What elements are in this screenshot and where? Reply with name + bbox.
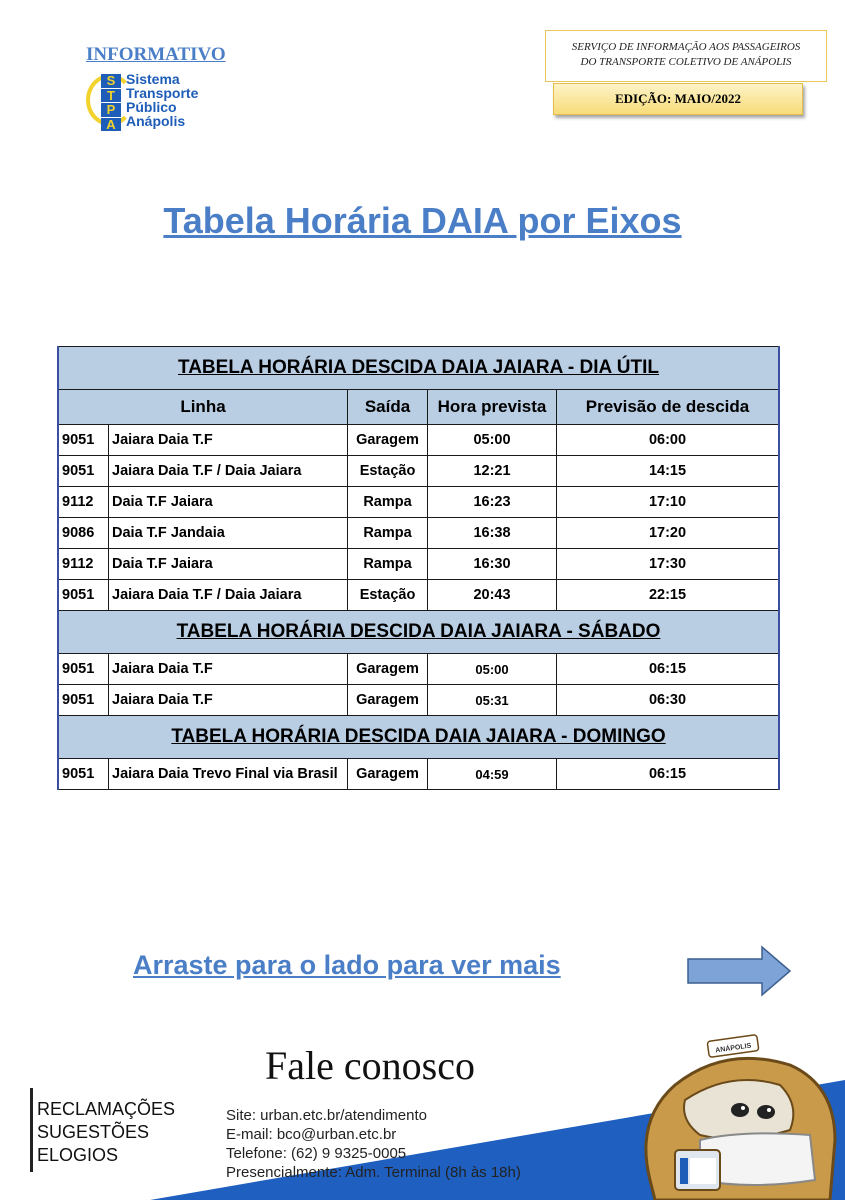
logo-letter: A [101, 118, 121, 133]
cell-departure-point: Garagem [348, 685, 428, 716]
page-title: Tabela Horária DAIA por Eixos [163, 200, 682, 241]
table-row [58, 425, 779, 456]
service-line-1: SERVIÇO DE INFORMAÇÃO AOS PASSAGEIROS [571, 41, 801, 53]
cell-arrival-time: 14:15 [557, 456, 780, 487]
arrow-right-icon[interactable] [686, 945, 792, 997]
footer-divider [30, 1088, 33, 1172]
table-row [58, 549, 779, 580]
cell-scheduled-time: 20:43 [428, 580, 557, 611]
cell-arrival-time: 17:30 [557, 549, 780, 580]
table-row [58, 518, 779, 549]
table-row [58, 580, 779, 611]
logo-letter: T [101, 89, 121, 104]
cell-scheduled-time: 12:21 [428, 456, 557, 487]
cell-line-number: 9112 [58, 487, 109, 518]
cell-departure-point: Estação [348, 456, 428, 487]
section-header-row [58, 611, 779, 654]
feedback-type-item: RECLAMAÇÕES [37, 1099, 176, 1119]
cell-scheduled-time: 04:59 [428, 759, 557, 790]
cell-line-number: 9051 [58, 456, 109, 487]
cell-scheduled-time: 05:00 [428, 654, 557, 685]
cell-route: Jaiara Daia T.F [109, 654, 348, 685]
bus-sign-text: ANÁPOLIS [714, 1042, 752, 1055]
cell-arrival-time: 22:15 [557, 580, 780, 611]
cell-arrival-time: 17:10 [557, 487, 780, 518]
cell-route: Jaiara Daia T.F / Daia Jaiara [109, 456, 348, 487]
cell-route: Daia T.F Jandaia [109, 518, 348, 549]
cell-departure-point: Rampa [348, 549, 428, 580]
cell-departure-point: Rampa [348, 518, 428, 549]
timetable [57, 346, 780, 790]
cell-route: Daia T.F Jaiara [109, 487, 348, 518]
contact-site: Site: urban.etc.br/atendimento [226, 1107, 427, 1124]
column-header-row [58, 390, 779, 425]
cell-arrival-time: 06:15 [557, 759, 780, 790]
cell-route: Jaiara Daia T.F [109, 685, 348, 716]
cell-arrival-time: 06:00 [557, 425, 780, 456]
cell-scheduled-time: 05:00 [428, 425, 557, 456]
section-title-cell [58, 716, 779, 759]
bus-mascot-illustration [630, 1030, 845, 1200]
column-header-hora: Hora prevista [428, 390, 557, 425]
section-title-cell [58, 347, 779, 390]
column-header-previsao: Previsão de descida [557, 390, 780, 425]
cell-scheduled-time: 16:30 [428, 549, 557, 580]
section-header-row [58, 716, 779, 759]
feedback-type-item: ELOGIOS [37, 1145, 119, 1165]
cell-line-number: 9051 [58, 580, 109, 611]
informativo-label: INFORMATIVO [86, 44, 226, 65]
cell-route: Jaiara Daia T.F [109, 425, 348, 456]
cell-line-number: 9051 [58, 685, 109, 716]
edition-badge: EDIÇÃO: MAIO/2022 [553, 83, 803, 115]
cell-arrival-time: 06:30 [557, 685, 780, 716]
feedback-types [37, 1098, 175, 1167]
table-row [58, 487, 779, 518]
table-row [58, 759, 779, 790]
contact-email: E-mail: bco@urban.etc.br [226, 1126, 397, 1143]
cell-departure-point: Garagem [348, 425, 428, 456]
stpa-logo [86, 70, 261, 132]
cell-route: Jaiara Daia Trevo Final via Brasil [109, 759, 348, 790]
logo-word: Transporte [126, 85, 199, 101]
column-header-linha: Linha [58, 390, 348, 425]
cell-line-number: 9086 [58, 518, 109, 549]
cell-route: Jaiara Daia T.F / Daia Jaiara [109, 580, 348, 611]
section-title-cell [58, 611, 779, 654]
section-header-row [58, 347, 779, 390]
section-title: TABELA HORÁRIA DESCIDA DAIA JAIARA - DOMINGO [171, 726, 666, 747]
cell-line-number: 9051 [58, 759, 109, 790]
contact-in-person: Presencialmente: Adm. Terminal (8h às 18h) [226, 1164, 521, 1181]
cell-route: Daia T.F Jaiara [109, 549, 348, 580]
cell-departure-point: Rampa [348, 487, 428, 518]
logo-letter: P [101, 103, 121, 118]
cell-line-number: 9112 [58, 549, 109, 580]
cell-arrival-time: 06:15 [557, 654, 780, 685]
cell-scheduled-time: 16:38 [428, 518, 557, 549]
cell-arrival-time: 17:20 [557, 518, 780, 549]
cell-departure-point: Garagem [348, 759, 428, 790]
logo-letter: S [101, 74, 121, 89]
cell-departure-point: Estação [348, 580, 428, 611]
logo-word: Anápolis [126, 113, 186, 129]
table-row [58, 456, 779, 487]
logo-word: Sistema [126, 71, 180, 87]
feedback-type-item: SUGESTÕES [37, 1122, 150, 1142]
fale-conosco-title: Fale conosco [265, 1043, 475, 1088]
cell-departure-point: Garagem [348, 654, 428, 685]
service-line-2: DO TRANSPORTE COLETIVO DE ANÁPOLIS [580, 56, 792, 68]
cell-line-number: 9051 [58, 654, 109, 685]
contact-phone: Telefone: (62) 9 9325-0005 [226, 1145, 407, 1162]
logo-letters [101, 73, 123, 132]
column-header-saida: Saída [348, 390, 428, 425]
logo-words [126, 72, 198, 128]
service-info-box [545, 30, 827, 82]
table-row [58, 654, 779, 685]
cell-scheduled-time: 05:31 [428, 685, 557, 716]
logo-word: Público [126, 99, 177, 115]
cell-scheduled-time: 16:23 [428, 487, 557, 518]
section-title: TABELA HORÁRIA DESCIDA DAIA JAIARA - DIA ÚTIL [178, 357, 659, 378]
swipe-hint-link[interactable]: Arraste para o lado para ver mais [133, 950, 561, 980]
cell-line-number: 9051 [58, 425, 109, 456]
contact-info [226, 1106, 521, 1182]
section-title: TABELA HORÁRIA DESCIDA DAIA JAIARA - SÁBADO [176, 621, 661, 642]
table-row [58, 685, 779, 716]
